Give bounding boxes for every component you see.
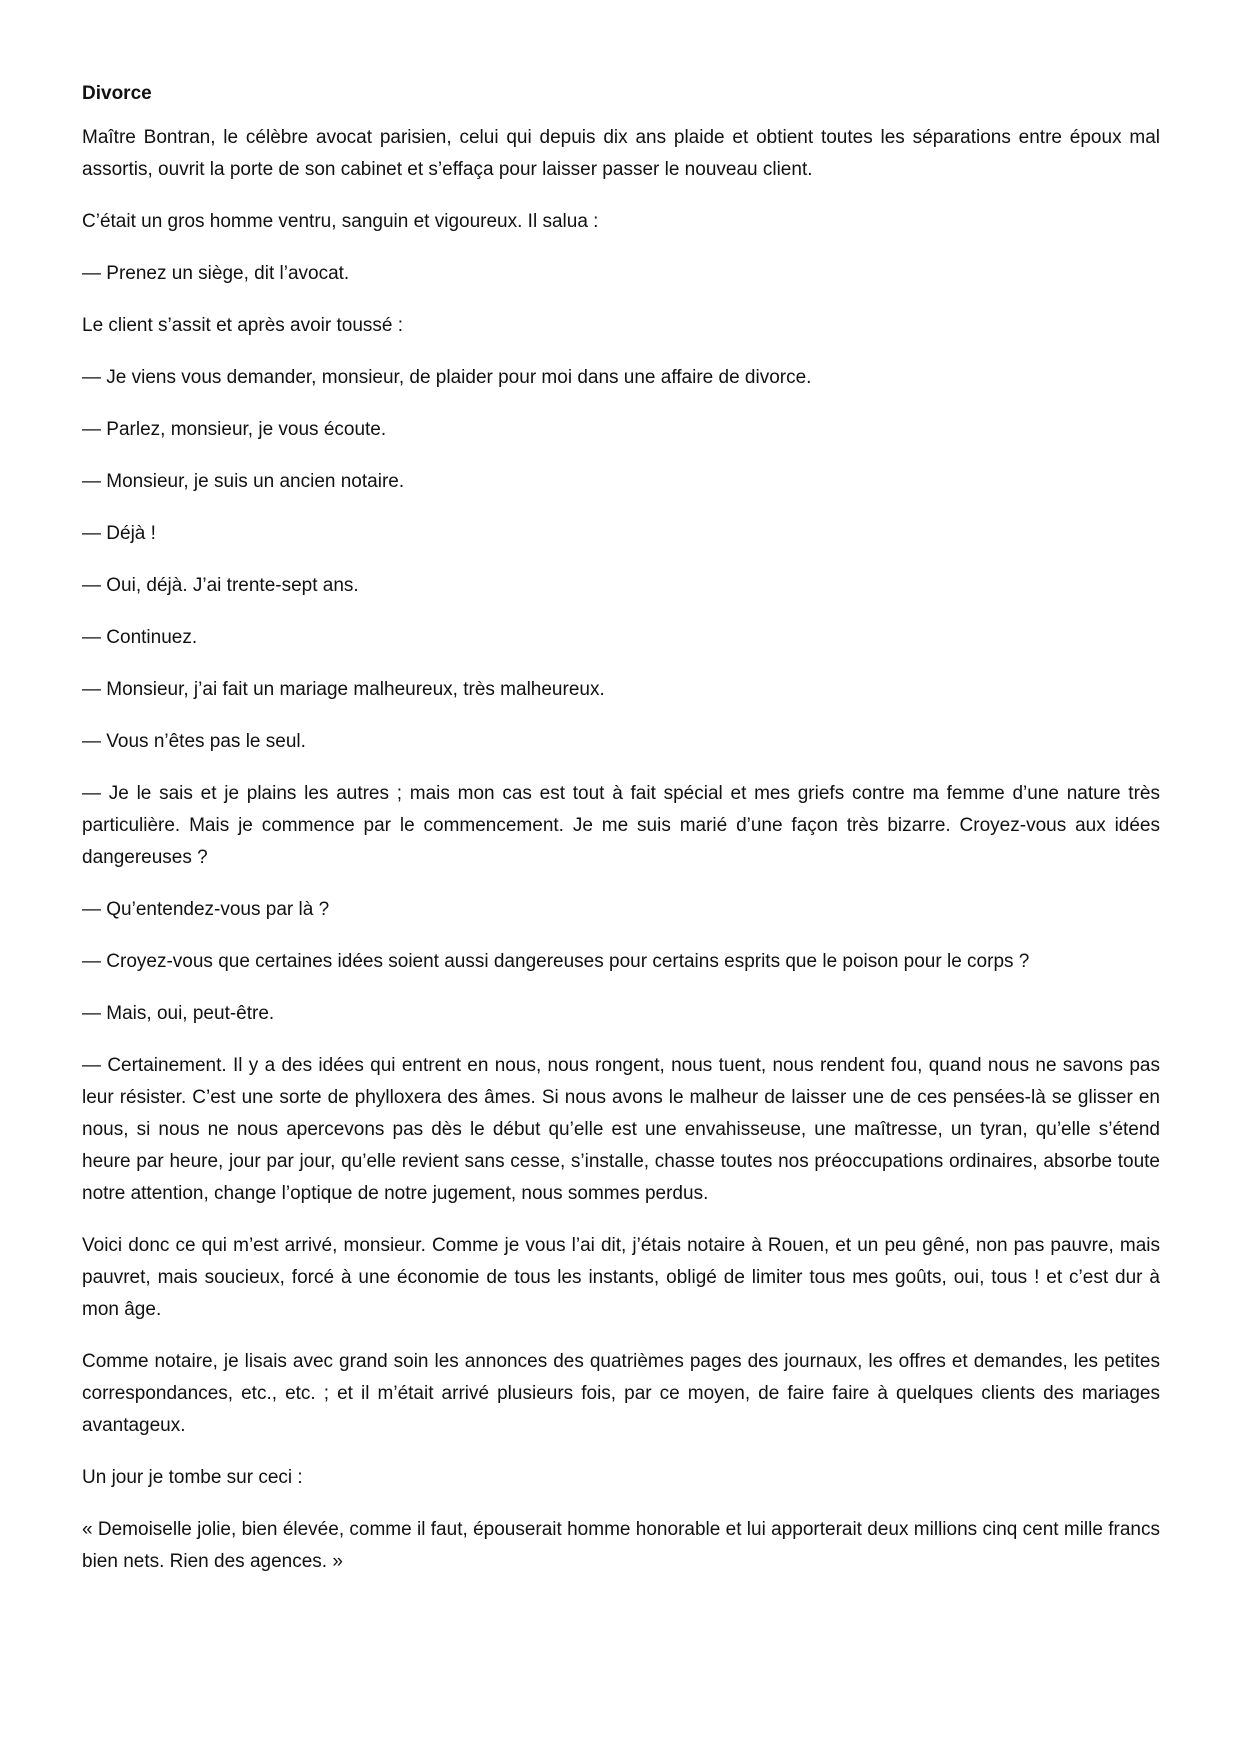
paragraph: — Oui, déjà. J’ai trente-sept ans. bbox=[82, 575, 359, 596]
paragraph: — Prenez un siège, dit l’avocat. bbox=[82, 263, 350, 284]
paragraph: Maître Bontran, le célèbre avocat parisien, celui qui depuis dix ans plaide et obtient toutes les séparations entre époux mal assortis, ouvrit la porte de son cabinet et s’effaça pour laisser passer le nouveau client. bbox=[82, 127, 1160, 180]
paragraph: — Croyez-vous que certaines idées soient aussi dangereuses pour certains esprits que le poison pour le corps ? bbox=[82, 951, 1030, 972]
document-title: Divorce bbox=[82, 83, 152, 104]
paragraph: Le client s’assit et après avoir toussé : bbox=[82, 315, 404, 336]
paragraph: Comme notaire, je lisais avec grand soin les annonces des quatrièmes pages des journaux, les offres et demandes, les petites correspondances, etc., etc. ; et il m’était arrivé plusieurs fois, par ce moyen, de faire faire à quelques clients des mariages avantageux. bbox=[82, 1351, 1160, 1436]
paragraph: — Parlez, monsieur, je vous écoute. bbox=[82, 419, 387, 440]
paragraph: Voici donc ce qui m’est arrivé, monsieur. Comme je vous l’ai dit, j’étais notaire à Rouen, et un peu gêné, non pas pauvre, mais pauvret, mais soucieux, forcé à une économie de tous les instants, obligé de limiter tous mes goûts, oui, tous ! et c’est dur à mon âge. bbox=[82, 1235, 1160, 1320]
paragraph: — Je viens vous demander, monsieur, de plaider pour moi dans une affaire de divorce. bbox=[82, 367, 812, 388]
paragraph: — Certainement. Il y a des idées qui entrent en nous, nous rongent, nous tuent, nous rendent fou, quand nous ne savons pas leur résister. C’est une sorte de phylloxera des âmes. Si nous avons le malheur de laisser une de ces pensées-là se glisser en nous, si nous ne nous apercevons pas dès le début qu’elle est une envahisseuse, une maîtresse, un tyran, qu’elle s’étend heure par heure, jour par jour, qu’elle revient sans cesse, s’installe, chasse toutes nos préoccupations ordinaires, absorbe toute notre attention, change l’optique de notre jugement, nous sommes perdus. bbox=[82, 1055, 1160, 1204]
paragraph: — Continuez. bbox=[82, 627, 198, 648]
paragraph: — Mais, oui, peut-être. bbox=[82, 1003, 275, 1024]
paragraph: — Monsieur, j’ai fait un mariage malheureux, très malheureux. bbox=[82, 679, 605, 700]
paragraph: — Qu’entendez-vous par là ? bbox=[82, 899, 330, 920]
paragraph: C’était un gros homme ventru, sanguin et vigoureux. Il salua : bbox=[82, 211, 599, 232]
paragraph: — Déjà ! bbox=[82, 523, 156, 544]
document-page bbox=[82, 78, 1160, 1598]
paragraph: — Je le sais et je plains les autres ; mais mon cas est tout à fait spécial et mes griefs contre ma femme d’une nature très particulière. Mais je commence par le commencement. Je me suis marié d’une façon très bizarre. Croyez-vous aux idées dangereuses ? bbox=[82, 783, 1160, 868]
paragraph: — Vous n’êtes pas le seul. bbox=[82, 731, 306, 752]
paragraph: — Monsieur, je suis un ancien notaire. bbox=[82, 471, 405, 492]
paragraph: « Demoiselle jolie, bien élevée, comme il faut, épouserait homme honorable et lui apporterait deux millions cinq cent mille francs bien nets. Rien des agences. » bbox=[82, 1519, 1160, 1572]
paragraph: Un jour je tombe sur ceci : bbox=[82, 1467, 303, 1488]
